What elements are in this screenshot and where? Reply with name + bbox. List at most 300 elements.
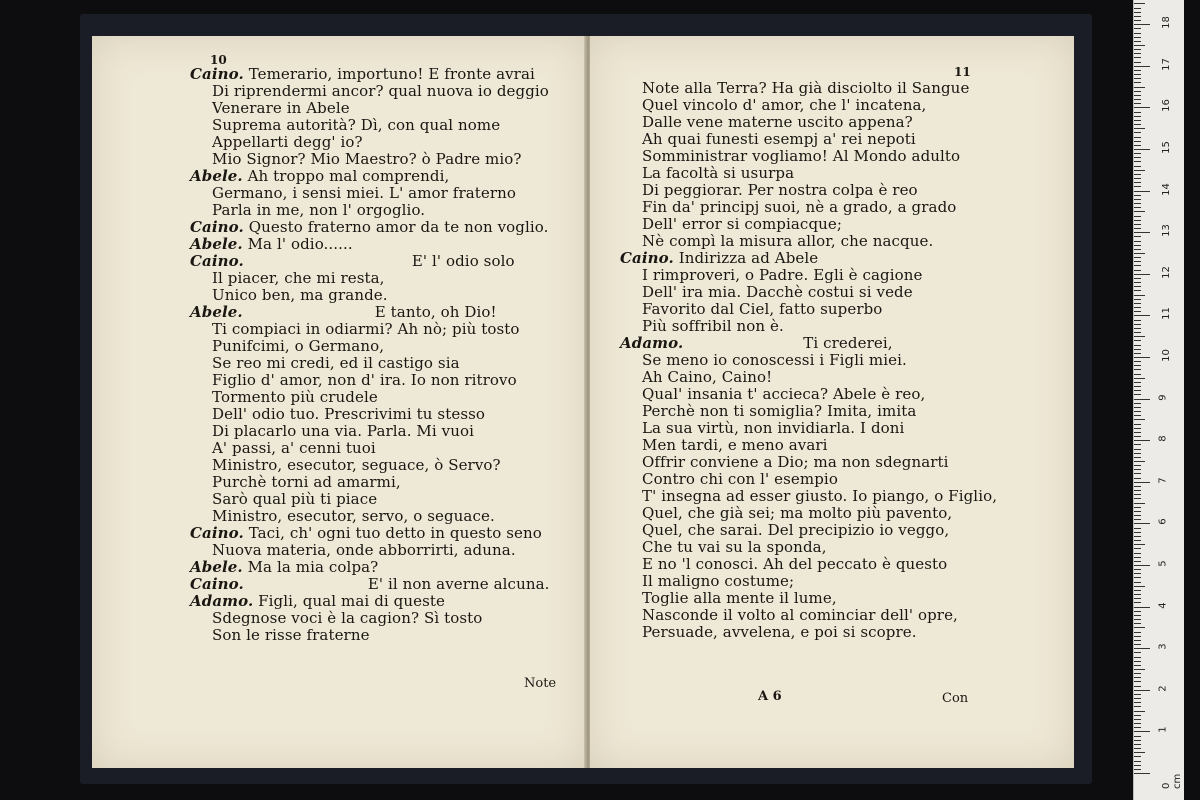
ruler-number: 18: [1160, 16, 1172, 30]
ruler-tick: [1134, 295, 1145, 296]
verse-text: Unico ben, ma grande.: [212, 286, 388, 304]
verse-line: [620, 454, 997, 471]
ruler-tick: [1134, 553, 1141, 554]
page-number: 10: [210, 53, 227, 67]
ruler-number: 15: [1160, 141, 1172, 154]
ruler-tick: [1134, 619, 1141, 620]
signature-mark: A 6: [758, 689, 782, 704]
verse-text: A' passi, a' cenni tuoi: [212, 439, 376, 457]
verse-text: Quel, che sarai. Del precipizio io veggo,: [642, 521, 950, 539]
verse-line: [190, 219, 550, 236]
ruler-number: 12: [1160, 265, 1172, 279]
ruler-tick: [1134, 648, 1150, 649]
ruler-tick: [1134, 382, 1141, 383]
ruler-tick: [1134, 241, 1141, 242]
verse-text: Che tu vai su la sponda,: [642, 538, 827, 556]
verse-text: Quel, che già sei; ma molto più pavento,: [642, 504, 953, 522]
verse-line: [190, 610, 550, 627]
ruler-tick: [1134, 33, 1141, 34]
verse-line: [620, 80, 997, 97]
verse-line: [190, 100, 550, 117]
ruler-tick: [1134, 166, 1141, 167]
ruler-tick: [1134, 278, 1141, 279]
verse-text: Ministro, esecutor, servo, o seguace.: [212, 507, 495, 525]
ruler-tick: [1134, 332, 1141, 333]
ruler-number: 9: [1157, 393, 1169, 401]
speaker-name: Caino.: [190, 575, 244, 593]
verse-line: [620, 573, 997, 590]
verse-text: E tanto, oh Dio!: [374, 303, 497, 321]
verse-text: Venerare in Abele: [212, 99, 350, 117]
ruler-tick: [1134, 761, 1141, 762]
ruler-tick: [1134, 282, 1141, 283]
verse-text: Suprema autorità? Dì, con qual nome: [212, 116, 501, 134]
ruler-tick: [1134, 681, 1141, 682]
ruler-tick: [1134, 257, 1141, 258]
verse-text: Indirizza ad Abele: [673, 249, 819, 267]
verse-text: La sua virtù, non invidiarla. I doni: [642, 419, 905, 437]
ruler-tick: [1134, 365, 1141, 366]
ruler-tick: [1134, 320, 1141, 321]
verse-line: [620, 148, 997, 165]
ruler-tick: [1134, 440, 1150, 441]
ruler-tick: [1134, 45, 1145, 46]
verse-text: Ah Caino, Caino!: [642, 368, 773, 386]
ruler-tick: [1134, 573, 1141, 574]
ruler-tick: [1134, 723, 1141, 724]
verse-text: Dell' odio tuo. Prescrivimi tu stesso: [212, 405, 486, 423]
ruler-tick: [1134, 465, 1141, 466]
ruler-tick: [1134, 731, 1150, 732]
ruler-tick: [1134, 686, 1141, 687]
ruler-tick: [1134, 207, 1141, 208]
verse-text: Il maligno costume;: [642, 572, 795, 590]
verse-line: [190, 355, 550, 372]
ruler-tick: [1134, 211, 1145, 212]
verse-line: [620, 522, 997, 539]
ruler-tick: [1134, 407, 1141, 408]
verse-line: [620, 505, 997, 522]
verse-text: Mio Signor? Mio Maestro? ò Padre mio?: [212, 150, 522, 168]
ruler-tick: [1134, 307, 1141, 308]
ruler-tick: [1134, 145, 1141, 146]
verse-text: Men tardi, e meno avari: [642, 436, 828, 454]
ruler-tick: [1134, 673, 1141, 674]
speaker-name: Abele.: [190, 303, 243, 321]
ruler-tick: [1134, 336, 1145, 337]
ruler-tick: [1134, 615, 1141, 616]
verse-text: Nasconde il volto al cominciar dell' opre,: [642, 606, 958, 624]
verse-lines: [190, 66, 550, 644]
page-number: 11: [954, 65, 971, 79]
verse-line: [190, 236, 550, 253]
verse-line: [620, 539, 997, 556]
verse-line: [620, 301, 997, 318]
ruler-tick: [1134, 107, 1150, 108]
verse-text: Questo fraterno amor da te non voglio.: [243, 218, 549, 236]
ruler-tick: [1134, 399, 1150, 400]
verse-line: [620, 233, 997, 250]
ruler-tick: [1134, 598, 1141, 599]
speaker-name: Adamo.: [620, 334, 684, 352]
ruler-tick: [1134, 636, 1141, 637]
verse-text: Più soffribil non è.: [642, 317, 784, 335]
ruler-tick: [1134, 49, 1141, 50]
ruler-tick: [1134, 178, 1141, 179]
ruler-tick: [1134, 565, 1150, 566]
verse-text: Germano, i sensi miei. L' amor fraterno: [212, 184, 517, 202]
verse-line: [620, 131, 997, 148]
ruler-tick: [1134, 540, 1141, 541]
verse-line: [620, 403, 997, 420]
verse-text: Dalle vene materne uscito appena?: [642, 113, 913, 131]
ruler-tick: [1134, 253, 1145, 254]
ruler-tick: [1134, 78, 1141, 79]
ruler-tick: [1134, 528, 1141, 529]
ruler-tick: [1134, 511, 1141, 512]
verse-line: [190, 134, 550, 151]
verse-line: [190, 474, 550, 491]
ruler-tick: [1134, 632, 1141, 633]
catchword: Con: [942, 691, 969, 706]
ruler-tick: [1134, 299, 1141, 300]
verse-line: [190, 508, 550, 525]
ruler-tick: [1134, 690, 1150, 691]
verse-text: Nè compì la misura allor, che nacque.: [642, 232, 934, 250]
verse-line: [620, 471, 997, 488]
ruler-tick: [1134, 224, 1141, 225]
speaker-name: Abele.: [190, 167, 243, 185]
ruler-tick: [1134, 706, 1141, 707]
ruler-tick: [1134, 149, 1150, 150]
verse-text: Ah troppo mal comprendi,: [242, 167, 450, 185]
ruler-tick: [1134, 669, 1145, 670]
ruler-tick: [1134, 124, 1141, 125]
verse-text: Tormento più crudele: [212, 388, 378, 406]
ruler-tick: [1134, 640, 1141, 641]
verse-line: [190, 593, 550, 610]
verse-text: Il piacer, che mi resta,: [212, 269, 385, 287]
ruler-tick: [1134, 182, 1141, 183]
ruler-tick: [1134, 274, 1150, 275]
ruler-number: 13: [1160, 224, 1172, 238]
ruler-tick: [1134, 328, 1141, 329]
verse-line: [190, 185, 550, 202]
verse-text: Note alla Terra? Ha già disciolto il Sangue: [642, 79, 970, 97]
ruler-tick: [1134, 623, 1141, 624]
ruler-tick: [1134, 8, 1141, 9]
verse-text: Dell' error si compiacque;: [642, 215, 843, 233]
speaker-name: Caino.: [190, 252, 244, 270]
verse-line: [190, 372, 550, 389]
ruler-tick: [1134, 428, 1141, 429]
ruler-tick: [1134, 569, 1141, 570]
ruler-tick: [1134, 602, 1141, 603]
ruler-tick: [1134, 137, 1141, 138]
ruler-tick: [1134, 270, 1141, 271]
verse-text: Ma la mia colpa?: [242, 558, 379, 576]
ruler-tick: [1134, 394, 1141, 395]
ruler-tick: [1134, 677, 1141, 678]
ruler-tick: [1134, 99, 1141, 100]
ruler-tick: [1134, 586, 1145, 587]
ruler-tick: [1134, 3, 1145, 4]
ruler-tick: [1134, 12, 1141, 13]
ruler-tick: [1134, 232, 1150, 233]
ruler-tick: [1134, 523, 1150, 524]
ruler-tick: [1134, 261, 1141, 262]
verse-text: Di peggiorar. Per nostra colpa è reo: [642, 181, 918, 199]
verse-text: Di placarlo una via. Parla. Mi vuoi: [212, 422, 475, 440]
ruler-tick: [1134, 195, 1141, 196]
ruler-tick: [1134, 544, 1145, 545]
verse-text: Figlio d' amor, non d' ira. Io non ritrovo: [212, 371, 517, 389]
ruler-tick: [1134, 203, 1141, 204]
verse-text: Offrir conviene a Dio; ma non sdegnarti: [642, 453, 949, 471]
ruler-tick: [1134, 220, 1141, 221]
ruler-tick: [1134, 345, 1141, 346]
verse-text: Se reo mi credi, ed il castigo sia: [212, 354, 460, 372]
ruler-tick: [1134, 403, 1141, 404]
ruler-tick: [1134, 112, 1141, 113]
ruler-tick: [1134, 95, 1141, 96]
ruler-number: 10: [1160, 349, 1172, 362]
verse-line: [620, 199, 997, 216]
verse-text: E' l' odio solo: [411, 252, 515, 270]
ruler-tick: [1134, 128, 1145, 129]
speaker-name: Caino.: [190, 218, 244, 236]
ruler-tick: [1134, 303, 1141, 304]
verse-line: [620, 182, 997, 199]
ruler-tick: [1134, 702, 1141, 703]
ruler-tick: [1134, 644, 1141, 645]
ruler-number: 1: [1157, 726, 1169, 734]
ruler-tick: [1134, 116, 1141, 117]
ruler-tick: [1134, 74, 1141, 75]
verse-text: E' il non averne alcuna.: [367, 575, 550, 593]
verse-line: [620, 97, 997, 114]
ruler-tick: [1134, 577, 1141, 578]
ruler-number: 16: [1160, 99, 1172, 113]
verse-line: [190, 491, 550, 508]
ruler-tick: [1134, 490, 1141, 491]
verse-text: Dell' ira mia. Dacchè costui si vede: [642, 283, 913, 301]
ruler-tick: [1134, 353, 1141, 354]
verse-text: Ah quai funesti esempj a' rei nepoti: [642, 130, 916, 148]
verse-text: Somministrar vogliamo! Al Mondo adulto: [642, 147, 961, 165]
verse-text: Son le risse fraterne: [212, 626, 370, 644]
verse-lines: [620, 80, 997, 641]
ruler-tick: [1134, 157, 1141, 158]
verse-line: [190, 440, 550, 457]
verse-line: [190, 406, 550, 423]
ruler-tick: [1134, 748, 1141, 749]
verse-text: Perchè non ti somiglia? Imita, imita: [642, 402, 917, 420]
ruler-tick: [1134, 582, 1141, 583]
speaker-name: Caino.: [190, 65, 244, 83]
ruler-number: 8: [1157, 435, 1169, 442]
ruler-tick: [1134, 369, 1141, 370]
verse-text: Favorito dal Ciel, fatto superbo: [642, 300, 883, 318]
ruler-tick: [1134, 752, 1145, 753]
ruler-number: 11: [1160, 307, 1172, 321]
verse-line: [190, 559, 550, 576]
verse-line: [190, 321, 550, 338]
ruler-tick: [1134, 62, 1141, 63]
verse-line: [190, 287, 550, 304]
verse-text: Fin da' principj suoi, nè a grado, a grado: [642, 198, 957, 216]
verse-line: [620, 267, 997, 284]
verse-line: [620, 369, 997, 386]
verse-line: [620, 335, 997, 352]
ruler-tick: [1134, 773, 1150, 774]
ruler-tick: [1134, 390, 1141, 391]
ruler-tick: [1134, 611, 1141, 612]
verse-line: [190, 627, 550, 644]
verse-line: [190, 66, 550, 83]
verse-line: [620, 556, 997, 573]
verse-line: [620, 420, 997, 437]
ruler-tick: [1134, 424, 1141, 425]
ruler-tick: [1134, 361, 1141, 362]
ruler-tick: [1134, 132, 1141, 133]
verse-line: [620, 318, 997, 335]
verse-text: Parla in me, non l' orgoglio.: [212, 201, 426, 219]
ruler-number: 2: [1157, 685, 1169, 692]
ruler-tick: [1134, 28, 1141, 29]
verse-line: [190, 202, 550, 219]
verse-line: [190, 151, 550, 168]
verse-text: Purchè torni ad amarmi,: [212, 473, 401, 491]
ruler-tick: [1134, 419, 1145, 420]
ruler-tick: [1134, 473, 1141, 474]
verse-text: Punifcimi, o Germano,: [212, 337, 385, 355]
ruler-tick: [1134, 236, 1141, 237]
ruler-tick: [1134, 557, 1141, 558]
ruler-tick: [1134, 174, 1141, 175]
ruler-tick: [1134, 53, 1141, 54]
verse-line: [190, 389, 550, 406]
verse-line: [190, 542, 550, 559]
ruler-tick: [1134, 37, 1141, 38]
ruler-tick: [1134, 561, 1141, 562]
ruler-tick: [1134, 736, 1141, 737]
verse-text: Sarò qual più ti piace: [212, 490, 378, 508]
speaker-name: Abele.: [190, 235, 243, 253]
verse-line: [190, 338, 550, 355]
ruler-number: 7: [1157, 477, 1169, 484]
ruler-tick: [1134, 711, 1145, 712]
ruler-tick: [1134, 548, 1141, 549]
verse-text: Se meno io conoscessi i Figli miei.: [642, 351, 907, 369]
ruler-tick: [1134, 482, 1150, 483]
ruler-tick: [1134, 469, 1141, 470]
verse-line: [620, 386, 997, 403]
ruler-tick: [1134, 153, 1141, 154]
verse-text: Di riprendermi ancor? qual nuova io deggio: [212, 82, 549, 100]
ruler-tick: [1134, 436, 1141, 437]
verse-line: [620, 607, 997, 624]
ruler-tick: [1134, 103, 1141, 104]
measuring-ruler: [1133, 0, 1184, 800]
verse-line: [620, 284, 997, 301]
verse-line: [190, 83, 550, 100]
verse-text: I rimproveri, o Padre. Egli è cagione: [642, 266, 923, 284]
ruler-tick: [1134, 311, 1141, 312]
speaker-name: Abele.: [190, 558, 243, 576]
verse-text: Toglie alla mente il lume,: [642, 589, 837, 607]
left-page: [92, 36, 586, 768]
ruler-tick: [1134, 765, 1141, 766]
ruler-number: 14: [1160, 182, 1172, 196]
ruler-tick: [1134, 24, 1150, 25]
verse-line: [190, 117, 550, 134]
speaker-name: Caino.: [190, 524, 244, 542]
ruler-tick: [1134, 265, 1141, 266]
ruler-tick: [1134, 432, 1141, 433]
ruler-tick: [1134, 607, 1150, 608]
verse-text: Figli, qual mai di queste: [253, 592, 445, 610]
verse-text: Ministro, esecutor, seguace, ò Servo?: [212, 456, 501, 474]
ruler-tick: [1134, 87, 1145, 88]
ruler-tick: [1134, 82, 1141, 83]
ruler-tick: [1134, 199, 1141, 200]
ruler-tick: [1134, 70, 1141, 71]
right-page: [590, 36, 1074, 768]
speaker-name: Caino.: [620, 249, 674, 267]
verse-text: Persuade, avvelena, e poi si scopre.: [642, 623, 917, 641]
ruler-tick: [1134, 66, 1150, 67]
ruler-tick: [1134, 503, 1145, 504]
ruler-tick: [1134, 461, 1145, 462]
ruler-tick: [1134, 20, 1141, 21]
ruler-tick: [1134, 594, 1141, 595]
verse-line: [620, 216, 997, 233]
ruler-tick: [1134, 507, 1141, 508]
ruler-tick: [1134, 290, 1141, 291]
ruler-tick: [1134, 444, 1141, 445]
verse-line: [190, 423, 550, 440]
ruler-tick: [1134, 590, 1141, 591]
ruler-tick: [1134, 386, 1141, 387]
ruler-tick: [1134, 374, 1141, 375]
ruler-tick: [1134, 16, 1141, 17]
ruler-tick: [1134, 698, 1141, 699]
verse-text: Sdegnose voci è la cagion? Sì tosto: [212, 609, 483, 627]
ruler-tick: [1134, 715, 1141, 716]
ruler-tick: [1134, 186, 1141, 187]
verse-text: Appellarti degg' io?: [212, 133, 363, 151]
ruler-tick: [1134, 515, 1141, 516]
ruler-tick: [1134, 415, 1141, 416]
verse-text: Taci, ch' ogni tuo detto in questo seno: [243, 524, 542, 542]
verse-text: Nuova materia, onde abborrirti, aduna.: [212, 541, 516, 559]
ruler-tick: [1134, 245, 1141, 246]
verse-line: [620, 165, 997, 182]
verse-text: La facoltà si usurpa: [642, 164, 795, 182]
ruler-tick: [1134, 315, 1150, 316]
ruler-tick: [1134, 744, 1141, 745]
verse-line: [620, 590, 997, 607]
catchword: Note: [524, 676, 557, 691]
ruler-number: 4: [1157, 601, 1169, 609]
verse-line: [190, 304, 550, 321]
verse-line: [620, 488, 997, 505]
verse-text: E no 'l conosci. Ah del peccato è questo: [642, 555, 948, 573]
verse-text: Qual' insania t' accieca? Abele è reo,: [642, 385, 926, 403]
ruler-number: 6: [1157, 518, 1169, 526]
ruler-tick: [1134, 449, 1141, 450]
